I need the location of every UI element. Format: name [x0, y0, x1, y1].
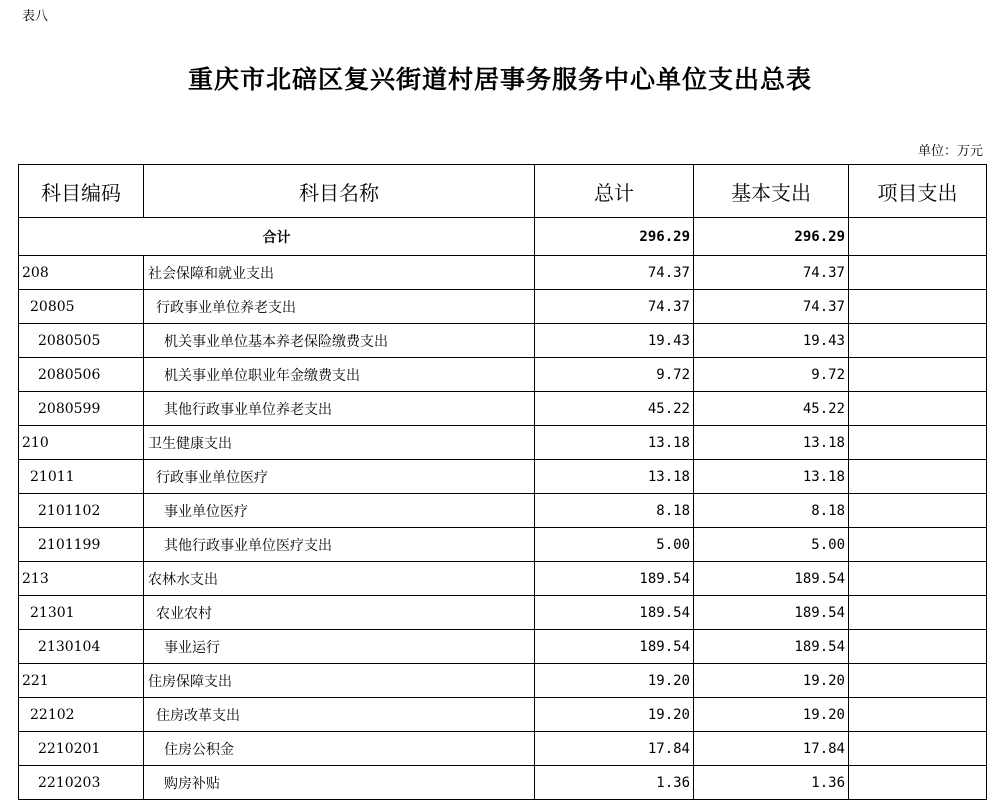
expenditure-table	[18, 164, 987, 800]
row-project	[849, 256, 987, 290]
table-row	[19, 358, 987, 392]
row-total: 189.54	[535, 562, 694, 596]
row-name: 住房公积金	[144, 732, 535, 766]
row-basic: 189.54	[694, 630, 849, 664]
table-row	[19, 324, 987, 358]
row-code: 21301	[19, 596, 144, 630]
row-name: 其他行政事业单位养老支出	[144, 392, 535, 426]
row-name: 住房改革支出	[144, 698, 535, 732]
row-code: 2101102	[19, 494, 144, 528]
row-basic: 5.00	[694, 528, 849, 562]
row-code: 2210201	[19, 732, 144, 766]
row-project	[849, 664, 987, 698]
total-label: 合计	[19, 218, 535, 256]
table-row	[19, 766, 987, 800]
row-code: 213	[19, 562, 144, 596]
row-basic: 13.18	[694, 460, 849, 494]
row-name: 农林水支出	[144, 562, 535, 596]
table-row	[19, 290, 987, 324]
row-total: 74.37	[535, 290, 694, 324]
row-basic: 189.54	[694, 562, 849, 596]
table-row	[19, 562, 987, 596]
row-total: 1.36	[535, 766, 694, 800]
row-name: 其他行政事业单位医疗支出	[144, 528, 535, 562]
row-code: 2101199	[19, 528, 144, 562]
row-basic: 74.37	[694, 256, 849, 290]
row-name: 机关事业单位职业年金缴费支出	[144, 358, 535, 392]
row-name: 住房保障支出	[144, 664, 535, 698]
table-row	[19, 596, 987, 630]
table-row	[19, 698, 987, 732]
row-basic: 17.84	[694, 732, 849, 766]
row-project	[849, 528, 987, 562]
row-basic: 189.54	[694, 596, 849, 630]
row-project	[849, 426, 987, 460]
row-name: 事业运行	[144, 630, 535, 664]
table-row	[19, 256, 987, 290]
row-total: 13.18	[535, 460, 694, 494]
row-total: 9.72	[535, 358, 694, 392]
row-name: 行政事业单位养老支出	[144, 290, 535, 324]
row-name: 事业单位医疗	[144, 494, 535, 528]
total-basic: 296.29	[694, 218, 849, 256]
row-code: 2080505	[19, 324, 144, 358]
row-basic: 8.18	[694, 494, 849, 528]
table-row	[19, 460, 987, 494]
header-name: 科目名称	[144, 165, 535, 218]
row-name: 行政事业单位医疗	[144, 460, 535, 494]
table-row	[19, 494, 987, 528]
table-number-label: 表八	[22, 9, 49, 24]
row-total: 8.18	[535, 494, 694, 528]
row-basic: 19.20	[694, 664, 849, 698]
row-basic: 74.37	[694, 290, 849, 324]
row-total: 19.20	[535, 664, 694, 698]
row-code: 20805	[19, 290, 144, 324]
row-basic: 19.20	[694, 698, 849, 732]
header-project: 项目支出	[849, 165, 987, 218]
row-code: 22102	[19, 698, 144, 732]
table-row	[19, 528, 987, 562]
row-name: 农业农村	[144, 596, 535, 630]
row-project	[849, 358, 987, 392]
row-project	[849, 290, 987, 324]
row-total: 5.00	[535, 528, 694, 562]
row-project	[849, 732, 987, 766]
row-total: 13.18	[535, 426, 694, 460]
row-project	[849, 392, 987, 426]
row-project	[849, 562, 987, 596]
row-basic: 45.22	[694, 392, 849, 426]
table-header-row	[19, 165, 987, 218]
row-project	[849, 698, 987, 732]
row-total: 19.20	[535, 698, 694, 732]
row-project	[849, 766, 987, 800]
row-name: 社会保障和就业支出	[144, 256, 535, 290]
row-project	[849, 494, 987, 528]
row-code: 2210203	[19, 766, 144, 800]
total-project	[849, 218, 987, 256]
row-name: 购房补贴	[144, 766, 535, 800]
row-code: 208	[19, 256, 144, 290]
header-total: 总计	[535, 165, 694, 218]
row-project	[849, 324, 987, 358]
row-basic: 9.72	[694, 358, 849, 392]
row-total: 189.54	[535, 630, 694, 664]
table-row	[19, 664, 987, 698]
row-total: 19.43	[535, 324, 694, 358]
total-sum: 296.29	[535, 218, 694, 256]
total-row	[19, 218, 987, 256]
table-row	[19, 630, 987, 664]
row-code: 2130104	[19, 630, 144, 664]
row-project	[849, 596, 987, 630]
row-project	[849, 630, 987, 664]
table-row	[19, 392, 987, 426]
table-row	[19, 732, 987, 766]
row-total: 17.84	[535, 732, 694, 766]
unit-label: 单位：万元	[917, 144, 983, 159]
row-code: 2080599	[19, 392, 144, 426]
row-code: 221	[19, 664, 144, 698]
header-code: 科目编码	[19, 165, 144, 218]
row-basic: 13.18	[694, 426, 849, 460]
row-basic: 19.43	[694, 324, 849, 358]
row-code: 21011	[19, 460, 144, 494]
document-title: 重庆市北碚区复兴街道村居事务服务中心单位支出总表	[187, 65, 812, 94]
row-total: 74.37	[535, 256, 694, 290]
row-code: 210	[19, 426, 144, 460]
row-code: 2080506	[19, 358, 144, 392]
row-project	[849, 460, 987, 494]
row-basic: 1.36	[694, 766, 849, 800]
header-basic: 基本支出	[694, 165, 849, 218]
row-name: 机关事业单位基本养老保险缴费支出	[144, 324, 535, 358]
row-total: 189.54	[535, 596, 694, 630]
row-total: 45.22	[535, 392, 694, 426]
row-name: 卫生健康支出	[144, 426, 535, 460]
table-row	[19, 426, 987, 460]
